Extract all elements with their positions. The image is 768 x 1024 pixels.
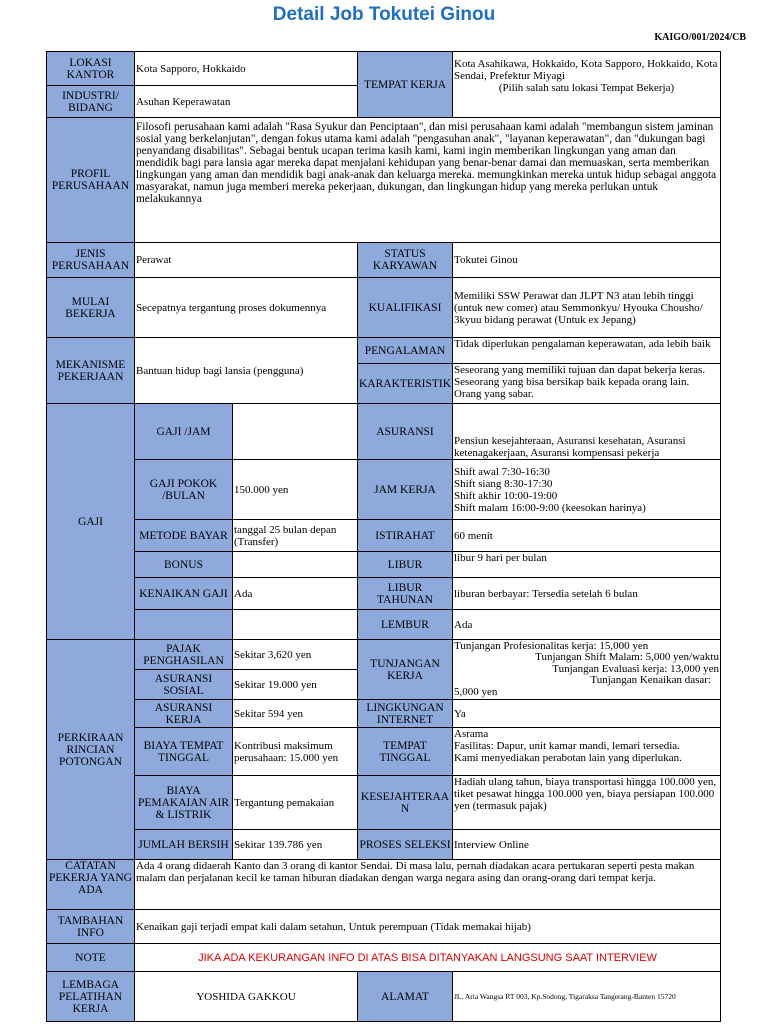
document-code: KAIGO/001/2024/CB bbox=[654, 32, 746, 43]
tempat-tinggal-label: TEMPAT TINGGAL bbox=[358, 728, 453, 776]
catatan-label: CATATAN PEKERJA YANG ADA bbox=[47, 860, 135, 910]
asuransi-label: ASURANSI bbox=[358, 404, 453, 460]
asuransi-sosial-value: Sekitar 19.000 yen bbox=[233, 670, 358, 700]
tempat-tinggal-biaya-label: BIAYA TEMPAT TINGGAL bbox=[135, 728, 233, 776]
air-listrik-value: Tergantung pemakaian bbox=[233, 776, 358, 830]
alamat-value: JL. Aria Wangsa RT 003, Kp.Sodong, Tigaraksa Tangerang-Banten 15720 bbox=[453, 972, 721, 1022]
karakteristik-value: Seseorang yang memiliki tujuan dan dapat bekerja keras. Seseorang yang bisa bersikap baik kepada orang lain. Orang yang sabar. bbox=[453, 364, 721, 404]
tunjangan-line-5: 5,000 yen bbox=[454, 685, 498, 698]
tempat-kerja-label: TEMPAT KERJA bbox=[358, 52, 453, 118]
lembaga-value: YOSHIDA GAKKOU bbox=[135, 972, 358, 1022]
metode-value: tanggal 25 bulan depan (Transfer) bbox=[233, 520, 358, 552]
lembur-label: LEMBUR bbox=[358, 610, 453, 640]
pajak-label: PAJAK PENGHASILAN bbox=[135, 640, 233, 670]
tempat-kerja-text: Kota Asahikawa, Hokkaido, Kota Sapporo, Hokkaido, Kota Sendai, Prefektur Miyagi bbox=[454, 58, 718, 82]
internet-label: LINGKUNGAN INTERNET bbox=[358, 700, 453, 728]
status-label: STATUS KARYAWAN bbox=[358, 243, 453, 278]
gaji-jam-value bbox=[233, 404, 358, 460]
industri-value: Asuhan Keperawatan bbox=[135, 86, 358, 118]
istirahat-value: 60 menit bbox=[453, 520, 721, 552]
gaji-empty-label bbox=[135, 610, 233, 640]
kualifikasi-value: Memiliki SSW Perawat dan JLPT N3 atau lebih tinggi (untuk new comer) atau Semmonkyu/ Hyouka Chousho/ 3kyuu bidang perawat (Untuk ex Jepang) bbox=[453, 278, 721, 338]
gaji-empty-value bbox=[233, 610, 358, 640]
libur-tahunan-value: liburan berbayar: Tersedia setelah 6 bulan bbox=[453, 578, 721, 610]
note-value: JIKA ADA KEKURANGAN INFO DI ATAS BISA DITANYAKAN LANGSUNG SAAT INTERVIEW bbox=[135, 944, 721, 972]
libur-value: libur 9 hari per bulan bbox=[453, 552, 721, 578]
job-detail-table bbox=[46, 51, 720, 1022]
kenaikan-value: Ada bbox=[233, 578, 358, 610]
lembur-value: Ada bbox=[453, 610, 721, 640]
seleksi-value: Interview Online bbox=[453, 830, 721, 860]
lokasi-kantor-value: Kota Sapporo, Hokkaido bbox=[135, 52, 358, 86]
bonus-label: BONUS bbox=[135, 552, 233, 578]
jenis-label: JENIS PERUSAHAAN bbox=[47, 243, 135, 278]
kesejahteraan-value: Hadiah ulang tahun, biaya transportasi hingga 100.000 yen, tiket pesawat hingga 100.000 yen, biaya persiapan 100.000 yen (termasuk pajak) bbox=[453, 776, 721, 830]
istirahat-label: ISTIRAHAT bbox=[358, 520, 453, 552]
tempat-kerja-value bbox=[453, 52, 721, 118]
internet-value: Ya bbox=[453, 700, 721, 728]
jumlah-bersih-label: JUMLAH BERSIH bbox=[135, 830, 233, 860]
kesejahteraan-label: KESEJAHTERAAN bbox=[358, 776, 453, 830]
jumlah-bersih-value: Sekitar 139.786 yen bbox=[233, 830, 358, 860]
tempat-kerja-note: (Pilih salah satu lokasi Tempat Bekerja) bbox=[498, 82, 675, 94]
karakteristik-label: KARAKTERISTIK bbox=[358, 364, 453, 404]
lokasi-kantor-label: LOKASI KANTOR bbox=[47, 52, 135, 86]
tunjangan-line-4: Tunjangan Kenaikan dasar: bbox=[590, 674, 711, 687]
tunjangan-line-3: Tunjangan Evaluasi kerja: 13,000 yen bbox=[552, 662, 719, 675]
gaji-jam-label: GAJI /JAM bbox=[135, 404, 233, 460]
gaji-label: GAJI bbox=[47, 404, 135, 640]
libur-label: LIBUR bbox=[358, 552, 453, 578]
air-listrik-label: BIAYA PEMAKAIAN AIR & LISTRIK bbox=[135, 776, 233, 830]
tunjangan-label: TUNJANGAN KERJA bbox=[358, 640, 453, 700]
tambahan-label: TAMBAHAN INFO bbox=[47, 910, 135, 944]
seleksi-label: PROSES SELEKSI bbox=[358, 830, 453, 860]
asuransi-value: Pensiun kesejahteraan, Asuransi kesehatan, Asuransi ketenagakerjaan, Asuransi kompensasi pekerja bbox=[453, 404, 721, 460]
asuransi-sosial-label: ASURANSI SOSIAL bbox=[135, 670, 233, 700]
metode-label: METODE BAYAR bbox=[135, 520, 233, 552]
industri-label: INDUSTRI/ BIDANG bbox=[47, 86, 135, 118]
tempat-tinggal-biaya-value: Kontribusi maksimum perusahaan: 15.000 yen bbox=[233, 728, 358, 776]
alamat-label: ALAMAT bbox=[358, 972, 453, 1022]
profil-value: Filosofi perusahaan kami adalah "Rasa Syukur dan Penciptaan", dan misi perusahaan kami adalah "membangun sistem jaminan sosial yang berkelanjutan", dengan fokus utama kami adalah "pengasuhan anak", "layanan keperawatan", dan "dukungan bagi penyandang disabilitas". Sebagai bentuk ucapan terima kasih kami, kami ingin memberikan lingkungan yang aman dan mendidik bagi para lansia agar mereka dapat menjalani kehidupan yang benar-benar damai dan memuaskan, serta memberikan lingkungan yang aman dan mendidik bagi anak-anak dan keluarga mereka. memungkinkan mereka untuk hidup sebagai anggota masyarakat, namun juga memberi mereka pekerjaan, dukungan, dan lingkungan hidup yang mereka perlukan untuk melakukannya bbox=[135, 118, 721, 243]
tunjangan-line-2: Tunjangan Shift Malam: 5,000 yen/waktu bbox=[535, 651, 719, 664]
pengalaman-value: Tidak diperlukan pengalaman keperawatan, ada lebih baik bbox=[453, 338, 721, 364]
mekanisme-value: Bantuan hidup bagi lansia (pengguna) bbox=[135, 338, 358, 404]
bonus-value bbox=[233, 552, 358, 578]
gaji-pokok-label: GAJI POKOK /BULAN bbox=[135, 460, 233, 520]
profil-label: PROFIL PERUSAHAAN bbox=[47, 118, 135, 243]
tunjangan-value bbox=[453, 640, 721, 700]
mekanisme-label: MEKANISME PEKERJAAN bbox=[47, 338, 135, 404]
page-title: Detail Job Tokutei Ginou bbox=[272, 4, 496, 25]
tunjangan-line-1: Tunjangan Profesionalitas kerja: 15,000 yen bbox=[454, 639, 649, 652]
jenis-value: Perawat bbox=[135, 243, 358, 278]
kualifikasi-label: KUALIFIKASI bbox=[358, 278, 453, 338]
mulai-value: Secepatnya tergantung proses dokumennya bbox=[135, 278, 358, 338]
tambahan-value: Kenaikan gaji terjadi empat kali dalam setahun, Untuk perempuan (Tidak memakai hijab) bbox=[135, 910, 721, 944]
pengalaman-label: PENGALAMAN bbox=[358, 338, 453, 364]
gaji-pokok-value: 150.000 yen bbox=[233, 460, 358, 520]
jam-kerja-value: Shift awal 7:30-16:30 Shift siang 8:30-17:30 Shift akhir 10:00-19:00 Shift malam 16:00-9:00 (keesokan harinya) bbox=[453, 460, 721, 520]
libur-tahunan-label: LIBUR TAHUNAN bbox=[358, 578, 453, 610]
note-label: NOTE bbox=[47, 944, 135, 972]
potongan-label: PERKIRAAN RINCIAN POTONGAN bbox=[47, 640, 135, 860]
pajak-value: Sekitar 3,620 yen bbox=[233, 640, 358, 670]
mulai-label: MULAI BEKERJA bbox=[47, 278, 135, 338]
jam-kerja-label: JAM KERJA bbox=[358, 460, 453, 520]
catatan-value: Ada 4 orang didaerah Kanto dan 3 orang di kantor Sendai. Di masa lalu, pernah diadakan acara pertukaran seperti pesta makan malam dan perjalanan kecil ke taman hiburan diadakan dengan warga negara asing dan orang-orang dari tempat kerja. bbox=[135, 860, 721, 910]
asuransi-kerja-label: ASURANSI KERJA bbox=[135, 700, 233, 728]
asuransi-kerja-value: Sekitar 594 yen bbox=[233, 700, 358, 728]
lembaga-label: LEMBAGA PELATIHAN KERJA bbox=[47, 972, 135, 1022]
tempat-tinggal-value: Asrama Fasilitas: Dapur, unit kamar mandi, lemari tersedia. Kami menyediakan perabotan lain yang diperlukan. bbox=[453, 728, 721, 776]
status-value: Tokutei Ginou bbox=[453, 243, 721, 278]
kenaikan-label: KENAIKAN GAJI bbox=[135, 578, 233, 610]
